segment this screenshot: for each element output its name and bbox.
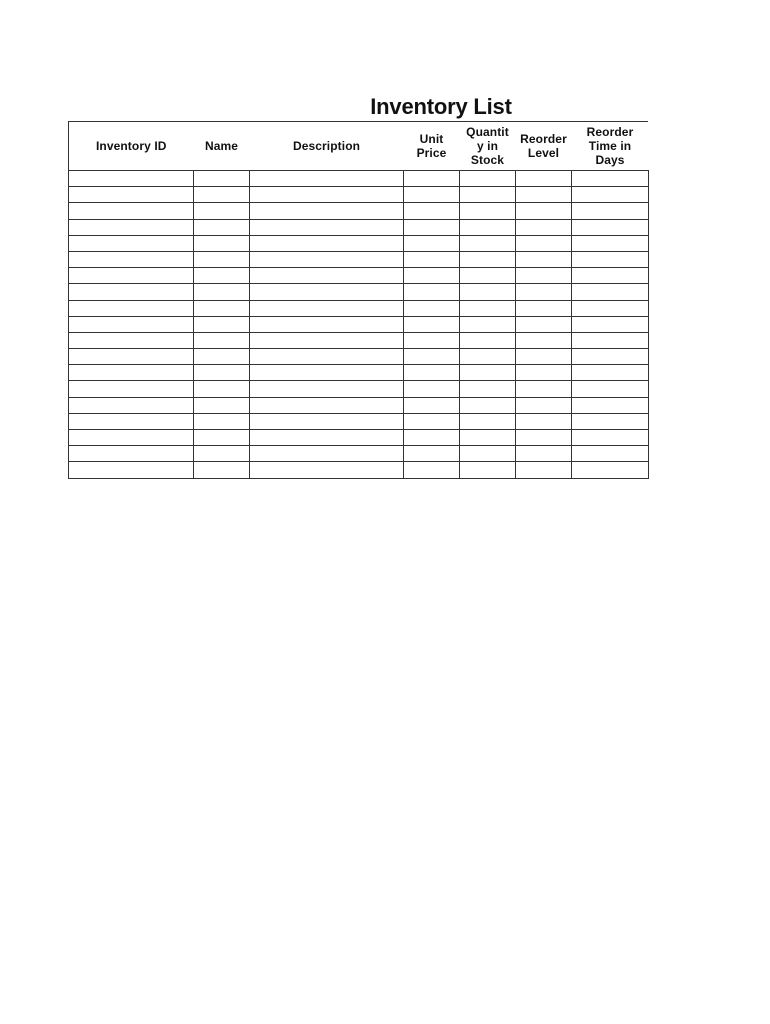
table-cell-unit-price[interactable] bbox=[404, 413, 460, 429]
table-cell-inventory-id[interactable] bbox=[69, 171, 194, 187]
table-cell-unit-price[interactable] bbox=[404, 187, 460, 203]
table-cell-reorder-time-in-days[interactable] bbox=[572, 349, 649, 365]
table-cell-reorder-level[interactable] bbox=[516, 187, 572, 203]
table-cell-quantity-in-stock[interactable] bbox=[460, 187, 516, 203]
table-cell-inventory-id[interactable] bbox=[69, 203, 194, 219]
table-cell-reorder-level[interactable] bbox=[516, 462, 572, 478]
column-header-label: Unit Price bbox=[416, 132, 447, 160]
table-cell-quantity-in-stock[interactable] bbox=[460, 446, 516, 462]
table-cell-reorder-level[interactable] bbox=[516, 381, 572, 397]
table-cell-inventory-id[interactable] bbox=[69, 300, 194, 316]
table-cell-description[interactable] bbox=[250, 171, 404, 187]
table-cell-description[interactable] bbox=[250, 397, 404, 413]
table-cell-inventory-id[interactable] bbox=[69, 349, 194, 365]
table-cell-inventory-id[interactable] bbox=[69, 430, 194, 446]
table-cell-reorder-time-in-days[interactable] bbox=[572, 251, 649, 267]
table-cell-reorder-level[interactable] bbox=[516, 349, 572, 365]
column-header-label: Name bbox=[204, 139, 239, 153]
table-body bbox=[69, 171, 649, 479]
table-cell-name[interactable] bbox=[194, 300, 250, 316]
table-cell-description[interactable] bbox=[250, 462, 404, 478]
table-row bbox=[69, 462, 649, 478]
table-cell-quantity-in-stock[interactable] bbox=[460, 300, 516, 316]
table-cell-reorder-time-in-days[interactable] bbox=[572, 397, 649, 413]
table-row bbox=[69, 365, 649, 381]
table-cell-unit-price[interactable] bbox=[404, 381, 460, 397]
table-cell-name[interactable] bbox=[194, 203, 250, 219]
table-cell-unit-price[interactable] bbox=[404, 251, 460, 267]
table-cell-unit-price[interactable] bbox=[404, 203, 460, 219]
table-cell-reorder-level[interactable] bbox=[516, 171, 572, 187]
table-cell-description[interactable] bbox=[250, 187, 404, 203]
table-cell-description[interactable] bbox=[250, 268, 404, 284]
table-row bbox=[69, 446, 649, 462]
table-cell-inventory-id[interactable] bbox=[69, 251, 194, 267]
table-cell-reorder-level[interactable] bbox=[516, 332, 572, 348]
inventory-table bbox=[68, 122, 649, 479]
table-cell-description[interactable] bbox=[250, 413, 404, 429]
column-header-name bbox=[194, 122, 250, 171]
table-cell-description[interactable] bbox=[250, 316, 404, 332]
table-cell-name[interactable] bbox=[194, 251, 250, 267]
table-cell-reorder-level[interactable] bbox=[516, 235, 572, 251]
table-cell-unit-price[interactable] bbox=[404, 268, 460, 284]
column-header-label: Quantit y in Stock bbox=[466, 125, 509, 167]
table-cell-quantity-in-stock[interactable] bbox=[460, 462, 516, 478]
table-cell-reorder-time-in-days[interactable] bbox=[572, 413, 649, 429]
table-row bbox=[69, 300, 649, 316]
table-row bbox=[69, 430, 649, 446]
table-cell-reorder-level[interactable] bbox=[516, 316, 572, 332]
table-cell-name[interactable] bbox=[194, 268, 250, 284]
table-cell-reorder-time-in-days[interactable] bbox=[572, 332, 649, 348]
table-cell-reorder-level[interactable] bbox=[516, 284, 572, 300]
table-cell-reorder-time-in-days[interactable] bbox=[572, 462, 649, 478]
table-cell-quantity-in-stock[interactable] bbox=[460, 251, 516, 267]
table-cell-inventory-id[interactable] bbox=[69, 397, 194, 413]
table-cell-reorder-level[interactable] bbox=[516, 430, 572, 446]
table-cell-quantity-in-stock[interactable] bbox=[460, 413, 516, 429]
table-cell-quantity-in-stock[interactable] bbox=[460, 284, 516, 300]
column-header-reorder-level bbox=[516, 122, 572, 171]
table-cell-name[interactable] bbox=[194, 187, 250, 203]
table-cell-unit-price[interactable] bbox=[404, 235, 460, 251]
table-cell-unit-price[interactable] bbox=[404, 349, 460, 365]
table-row bbox=[69, 171, 649, 187]
table-cell-unit-price[interactable] bbox=[404, 316, 460, 332]
table-cell-description[interactable] bbox=[250, 365, 404, 381]
table-cell-description[interactable] bbox=[250, 349, 404, 365]
table-cell-reorder-time-in-days[interactable] bbox=[572, 235, 649, 251]
table-row bbox=[69, 219, 649, 235]
table-cell-reorder-time-in-days[interactable] bbox=[572, 446, 649, 462]
table-cell-reorder-level[interactable] bbox=[516, 268, 572, 284]
column-header-label: Reorder Time in Days bbox=[586, 125, 634, 167]
column-header-description bbox=[250, 122, 404, 171]
table-header-row bbox=[69, 122, 649, 171]
table-row bbox=[69, 284, 649, 300]
table-cell-inventory-id[interactable] bbox=[69, 332, 194, 348]
table-cell-description[interactable] bbox=[250, 332, 404, 348]
table-cell-reorder-time-in-days[interactable] bbox=[572, 171, 649, 187]
table-cell-description[interactable] bbox=[250, 446, 404, 462]
table-cell-quantity-in-stock[interactable] bbox=[460, 203, 516, 219]
table-cell-reorder-level[interactable] bbox=[516, 219, 572, 235]
table-cell-inventory-id[interactable] bbox=[69, 187, 194, 203]
table-row bbox=[69, 349, 649, 365]
table-row bbox=[69, 268, 649, 284]
table-cell-quantity-in-stock[interactable] bbox=[460, 219, 516, 235]
table-cell-description[interactable] bbox=[250, 430, 404, 446]
table-cell-description[interactable] bbox=[250, 300, 404, 316]
table-cell-inventory-id[interactable] bbox=[69, 462, 194, 478]
table-cell-unit-price[interactable] bbox=[404, 397, 460, 413]
table-cell-reorder-level[interactable] bbox=[516, 365, 572, 381]
table-cell-reorder-time-in-days[interactable] bbox=[572, 381, 649, 397]
table-cell-quantity-in-stock[interactable] bbox=[460, 235, 516, 251]
table-cell-reorder-time-in-days[interactable] bbox=[572, 430, 649, 446]
table-cell-reorder-time-in-days[interactable] bbox=[572, 284, 649, 300]
table-row bbox=[69, 235, 649, 251]
column-header-inventory-id bbox=[69, 122, 194, 171]
table-row bbox=[69, 251, 649, 267]
table-cell-name[interactable] bbox=[194, 219, 250, 235]
page-title: Inventory List bbox=[370, 94, 512, 119]
column-header-reorder-time-in-days bbox=[572, 122, 649, 171]
table-cell-inventory-id[interactable] bbox=[69, 235, 194, 251]
table-cell-quantity-in-stock[interactable] bbox=[460, 397, 516, 413]
table-cell-name[interactable] bbox=[194, 284, 250, 300]
table-cell-name[interactable] bbox=[194, 349, 250, 365]
column-header-unit-price bbox=[404, 122, 460, 171]
column-header-label: Reorder Level bbox=[520, 132, 567, 160]
table-cell-inventory-id[interactable] bbox=[69, 219, 194, 235]
table-cell-name[interactable] bbox=[194, 381, 250, 397]
table-cell-inventory-id[interactable] bbox=[69, 413, 194, 429]
table-cell-name[interactable] bbox=[194, 413, 250, 429]
table-cell-inventory-id[interactable] bbox=[69, 365, 194, 381]
table-cell-quantity-in-stock[interactable] bbox=[460, 332, 516, 348]
table-cell-name[interactable] bbox=[194, 171, 250, 187]
table-cell-reorder-time-in-days[interactable] bbox=[572, 365, 649, 381]
table-cell-unit-price[interactable] bbox=[404, 365, 460, 381]
table-cell-name[interactable] bbox=[194, 397, 250, 413]
table-cell-inventory-id[interactable] bbox=[69, 316, 194, 332]
column-header-label: Description bbox=[292, 139, 361, 153]
table-cell-reorder-time-in-days[interactable] bbox=[572, 187, 649, 203]
table-row bbox=[69, 413, 649, 429]
table-cell-reorder-time-in-days[interactable] bbox=[572, 268, 649, 284]
column-header-quantity-in-stock bbox=[460, 122, 516, 171]
table-cell-inventory-id[interactable] bbox=[69, 268, 194, 284]
table-cell-name[interactable] bbox=[194, 446, 250, 462]
table-cell-reorder-time-in-days[interactable] bbox=[572, 300, 649, 316]
table-cell-unit-price[interactable] bbox=[404, 446, 460, 462]
table-cell-reorder-level[interactable] bbox=[516, 251, 572, 267]
table-cell-name[interactable] bbox=[194, 365, 250, 381]
table-cell-description[interactable] bbox=[250, 235, 404, 251]
table-cell-reorder-level[interactable] bbox=[516, 413, 572, 429]
table-cell-reorder-time-in-days[interactable] bbox=[572, 219, 649, 235]
table-row bbox=[69, 397, 649, 413]
table-cell-description[interactable] bbox=[250, 381, 404, 397]
table-row bbox=[69, 187, 649, 203]
table-row bbox=[69, 332, 649, 348]
table-cell-quantity-in-stock[interactable] bbox=[460, 316, 516, 332]
table-cell-quantity-in-stock[interactable] bbox=[460, 365, 516, 381]
table-cell-inventory-id[interactable] bbox=[69, 381, 194, 397]
table-row bbox=[69, 381, 649, 397]
table-cell-unit-price[interactable] bbox=[404, 219, 460, 235]
table-cell-reorder-time-in-days[interactable] bbox=[572, 316, 649, 332]
table-cell-description[interactable] bbox=[250, 219, 404, 235]
table-cell-name[interactable] bbox=[194, 430, 250, 446]
table-cell-inventory-id[interactable] bbox=[69, 446, 194, 462]
table-cell-quantity-in-stock[interactable] bbox=[460, 268, 516, 284]
table-cell-name[interactable] bbox=[194, 332, 250, 348]
table-cell-reorder-time-in-days[interactable] bbox=[572, 203, 649, 219]
table-cell-unit-price[interactable] bbox=[404, 462, 460, 478]
table-cell-unit-price[interactable] bbox=[404, 284, 460, 300]
table-cell-unit-price[interactable] bbox=[404, 332, 460, 348]
table-cell-description[interactable] bbox=[250, 203, 404, 219]
table-row bbox=[69, 316, 649, 332]
table-cell-quantity-in-stock[interactable] bbox=[460, 381, 516, 397]
table-cell-unit-price[interactable] bbox=[404, 171, 460, 187]
table-cell-reorder-level[interactable] bbox=[516, 300, 572, 316]
table-cell-quantity-in-stock[interactable] bbox=[460, 171, 516, 187]
table-cell-quantity-in-stock[interactable] bbox=[460, 430, 516, 446]
table-cell-name[interactable] bbox=[194, 235, 250, 251]
table-cell-name[interactable] bbox=[194, 316, 250, 332]
table-cell-description[interactable] bbox=[250, 251, 404, 267]
table-cell-unit-price[interactable] bbox=[404, 430, 460, 446]
column-header-label: Inventory ID bbox=[95, 139, 167, 153]
table-cell-reorder-level[interactable] bbox=[516, 397, 572, 413]
table-cell-quantity-in-stock[interactable] bbox=[460, 349, 516, 365]
table-cell-reorder-level[interactable] bbox=[516, 203, 572, 219]
table-cell-name[interactable] bbox=[194, 462, 250, 478]
table-cell-inventory-id[interactable] bbox=[69, 284, 194, 300]
table-cell-description[interactable] bbox=[250, 284, 404, 300]
table-cell-unit-price[interactable] bbox=[404, 300, 460, 316]
table-cell-reorder-level[interactable] bbox=[516, 446, 572, 462]
table-row bbox=[69, 203, 649, 219]
